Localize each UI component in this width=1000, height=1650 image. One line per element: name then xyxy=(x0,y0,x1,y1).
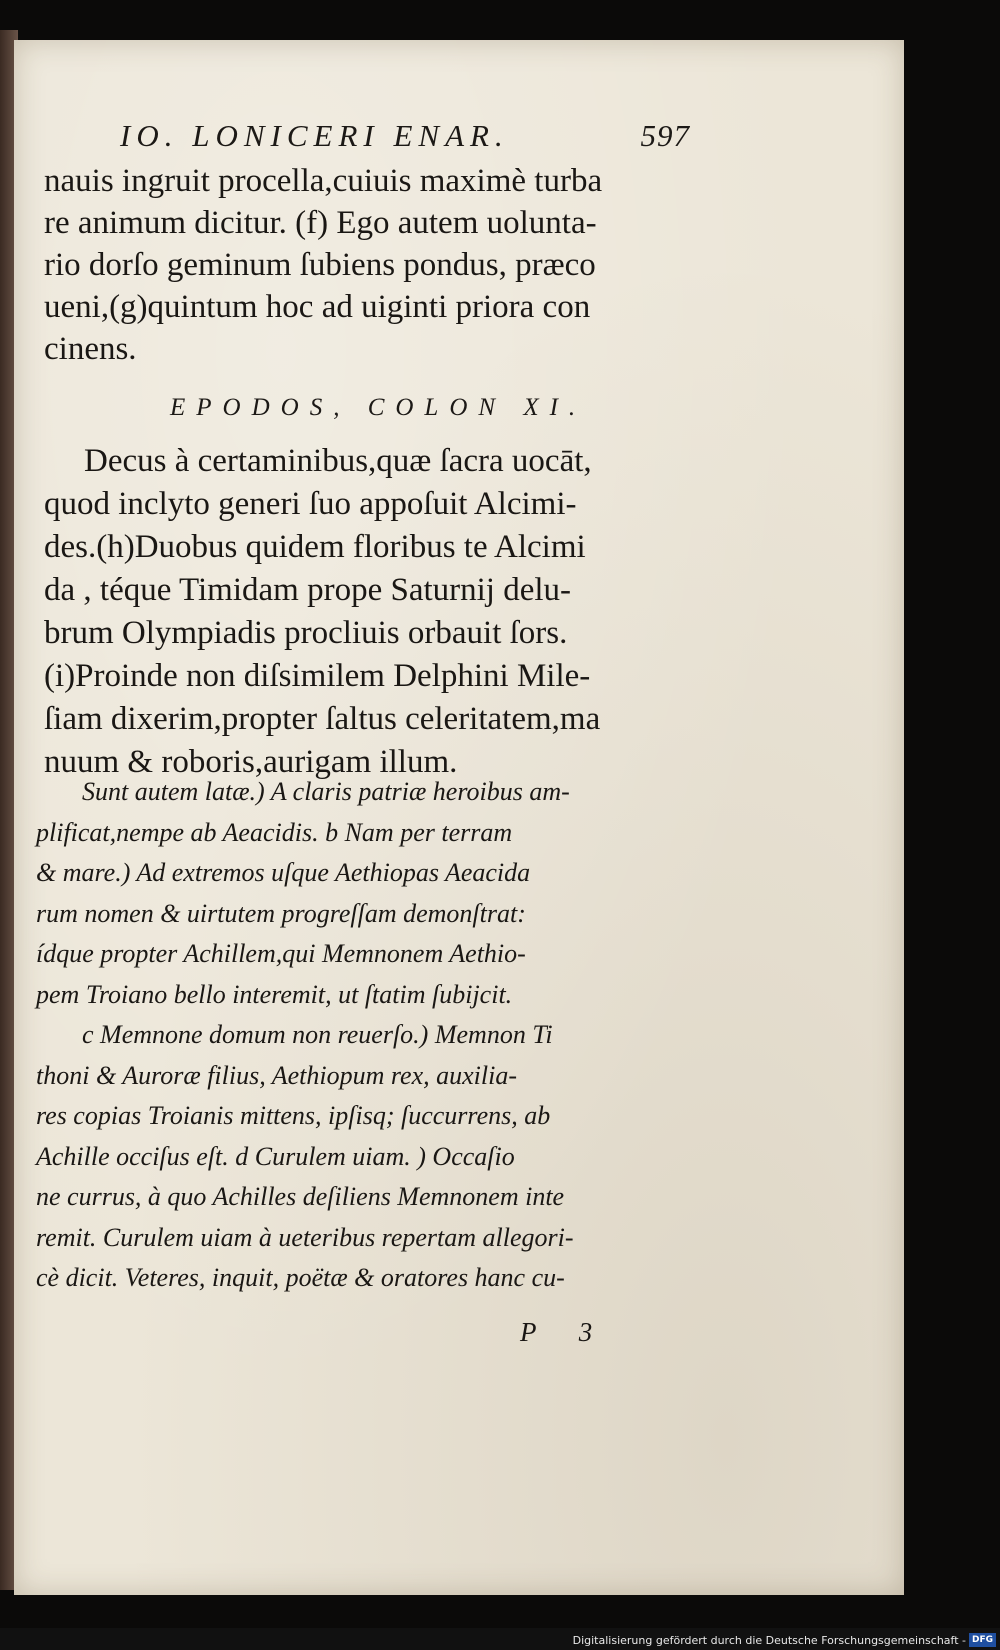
note-line: & mare.) Ad extremos uſque Aethiopas Aeacida xyxy=(36,858,531,887)
note-line: ne currus, à quo Achilles deſiliens Memnonem inte xyxy=(36,1182,565,1211)
note-line: thoni & Auroræ filius, Aethiopum rex, auxilia- xyxy=(36,1060,517,1090)
note-line: rum nomen & uirtutem progreſſam demonſtrat: xyxy=(36,898,526,928)
note-line: plificat,nempe ab Aeacidis. b Nam per terram xyxy=(36,817,513,847)
commentary-notes xyxy=(36,772,691,1299)
note-line: pem Troiano bello interemit, ut ſtatim ſubijcit. xyxy=(36,979,513,1009)
text-line: nauis ingruit procella,cuiuis maximè turba xyxy=(44,163,603,199)
note-line: c Memnone domum non reuerſo.) Memnon Ti xyxy=(82,1020,553,1049)
text-line: ueni,(g)quintum hoc ad uiginti priora con xyxy=(44,289,591,325)
paragraph-1 xyxy=(44,160,689,370)
text-line: Decus à certaminibus,quæ ſacra uocāt, xyxy=(84,443,592,479)
note-line: Sunt autem latæ.) A claris patriæ heroibus am- xyxy=(82,777,570,806)
text-line: rio dorſo geminum ſubiens pondus, præco xyxy=(44,247,596,283)
dfg-logo: DFG xyxy=(969,1633,996,1647)
text-line: re animum dicitur. (f) Ego autem uolunta- xyxy=(44,205,597,241)
text-line: cinens. xyxy=(44,331,137,367)
paragraph-2 xyxy=(44,440,689,784)
note-line: Achille occiſus eſt. d Curulem uiam. ) Occaſio xyxy=(36,1141,515,1171)
running-head xyxy=(120,118,690,152)
section-heading: EPODOS, COLON XI. xyxy=(170,394,587,421)
text-line: brum Olympiadis procliuis orbauit ſors. xyxy=(44,615,568,651)
page-number: 597 xyxy=(640,118,690,153)
text-line: des.(h)Duobus quidem floribus te Alcimi xyxy=(44,529,586,565)
text-line: nuum & roboris,aurigam illum. xyxy=(44,744,458,780)
footer-bar xyxy=(0,1628,1000,1650)
digitization-credit: Digitalisierung gefördert durch die Deutsche Forschungsgemeinschaft - xyxy=(572,1634,966,1647)
note-line: ídque propter Achillem,qui Memnonem Aethio- xyxy=(36,939,526,968)
text-line: da , téque Timidam prope Saturnij delu- xyxy=(44,572,572,608)
running-head-title: IO. LONICERI ENAR. xyxy=(120,118,509,153)
note-line: cè dicit. Veteres, inquit, poëtæ & oratores hanc cu- xyxy=(36,1263,565,1292)
text-line: (i)Proinde non diſsimilem Delphini Mile- xyxy=(44,658,591,694)
signature-mark: P 3 xyxy=(520,1317,611,1347)
text-line: quod inclyto generi ſuo appoſuit Alcimi- xyxy=(44,486,577,522)
note-line: remit. Curulem uiam à ueteribus repertam allegori- xyxy=(36,1222,574,1252)
text-line: ſiam dixerim,propter ſaltus celeritatem,ma xyxy=(44,701,601,737)
note-line: res copias Troianis mittens, ipſisq; ſuccurrens, ab xyxy=(36,1101,551,1130)
